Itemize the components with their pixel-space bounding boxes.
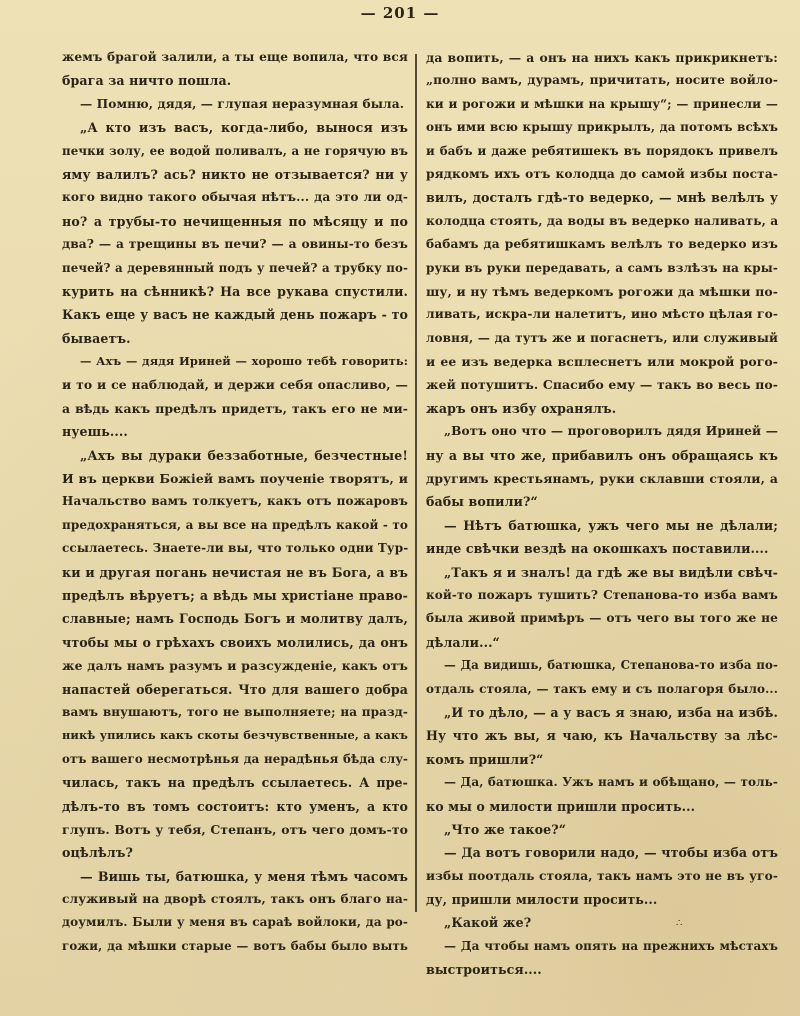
text-line: вамъ внушаютъ, того не выполняете; на празд- (62, 704, 408, 719)
text-line: служивый на дворѣ стоялъ, такъ онъ благо на- (62, 892, 408, 907)
text-line: — Да видишь, батюшка, Степанова-то изба по- (444, 658, 778, 673)
text-line: ко мы о милости пришли просить... (426, 798, 696, 814)
text-line: никѣ упились какъ скоты безчувственные, а какъ (62, 728, 408, 743)
text-line: — Помню, дядя, — глупая неразумная была. (80, 96, 405, 111)
text-line: ссылаетесь. Знаете-ли вы, что только одни Тур- (62, 541, 408, 556)
text-line: ну а вы что же, прибавилъ онъ обращаясь къ (426, 447, 778, 463)
text-line: колодца стоять, да воды въ ведерко наливать, а (426, 213, 778, 228)
text-line: другимъ крестьянамъ, руки склавши стояли, а (426, 471, 778, 487)
text-line: жаръ онъ избу охранялъ. (426, 400, 617, 416)
text-line: — Да вотъ говорили надо, — чтобы изба отъ (444, 845, 778, 861)
left-column (62, 46, 408, 958)
text-line: Ну что жъ вы, я чаю, къ Начальству за лѣс- (426, 728, 778, 744)
text-line: нуешь.... (62, 424, 128, 440)
text-line: кого видно такого обычая нѣтъ... да это ли од- (62, 190, 408, 205)
text-line: печки золу, ее водой поливалъ, а не горячую въ (62, 143, 408, 158)
text-line: жемъ брагой залили, а ты еще вопила, что вся (62, 50, 408, 64)
text-line: славные; намъ Господь Богъ и молитву далъ, (62, 611, 408, 627)
text-line: печей? а деревянный подъ у печей? а трубку по- (62, 260, 408, 275)
text-line: ки и другая погань нечистая не въ Бога, а въ (62, 564, 408, 580)
text-line: бываетъ. (62, 330, 131, 346)
text-line: да вопить, — а онъ на нихъ какъ прикрикнетъ: (426, 50, 778, 65)
text-line: избы поотдаль стояла, такъ намъ это не въ уго- (426, 868, 778, 883)
text-line: дѣлали...“ (426, 634, 500, 650)
text-line: „Такъ я и зналъ! да гдѣ же вы видѣли свѣч- (444, 564, 778, 580)
text-line: дѣлъ-то въ томъ состоитъ: кто уменъ, а кто (62, 798, 408, 814)
text-line: комъ пришли?“ (426, 751, 544, 767)
text-line: яму валилъ? ась? никто не отзывается? ни у (62, 166, 408, 182)
text-line: гожи, да мѣшки старые — вотъ бабы было выть (62, 938, 408, 953)
text-line: отъ вашего несмотрѣнья да нерадѣнья бѣда слу- (62, 751, 408, 766)
text-line: инде свѣчки вездѣ на окошкахъ поставили.... (426, 541, 769, 557)
text-line: жей потушитъ. Спасибо ему — такъ во весь по- (426, 377, 778, 393)
text-line: напастей оберегаться. Что для вашего добра (62, 681, 408, 697)
text-line: ду, пришли милости просить... (426, 892, 658, 908)
text-line: и бабъ и даже ребятишекъ въ порядокъ привелъ (426, 143, 778, 158)
text-line: Начальство вамъ толкуетъ, какъ отъ пожаровъ (62, 494, 408, 509)
text-line: оцѣлѣлъ? (62, 845, 134, 861)
text-line: чтобы мы о грѣхахъ своихъ молились, да онъ (62, 634, 408, 650)
text-line: вилъ, досталъ гдѣ-то ведерко, — мнѣ велѣлъ у (426, 190, 778, 206)
text-line: и ее изъ ведерка всплеснетъ или мокрой рого- (426, 354, 778, 370)
text-line: „Ахъ вы дураки беззаботные, безчестные! (80, 447, 408, 463)
text-line: чилась, такъ на предѣлъ ссылаетесь. А пре- (62, 775, 408, 791)
text-line: предѣлъ вѣруетъ; а вѣдь мы христiане право- (62, 587, 408, 603)
text-line: кой-то пожаръ тушить? Степанова-то изба вамъ (426, 587, 778, 602)
text-line: отдаль стояла, — такъ ему и съ полагоря было... (426, 681, 778, 696)
text-line: „И то дѣло, — а у васъ я знаю, изба на избѣ. (444, 704, 778, 720)
text-line: два? — а трещины въ печи? — а овины-то безъ (62, 237, 408, 252)
text-line: „Вотъ оно что — проговорилъ дядя Ириней — (444, 424, 778, 439)
text-line: „Какой же? (444, 915, 532, 931)
text-line: была живой примѣръ — отъ чего вы того же не (426, 611, 778, 626)
end-ornament: ∴ (676, 918, 683, 929)
text-line: но? а трубы-то нечищенныя по мѣсяцу и по (62, 213, 408, 229)
text-line: бабы вопили?“ (426, 494, 538, 510)
column-divider-rule (415, 54, 417, 912)
text-line: — Нѣтъ батюшка, ужъ чего мы не дѣлали; (444, 517, 778, 533)
text-line: а вѣдь какъ предѣлъ придетъ, такъ его не ми- (62, 400, 408, 416)
text-line: Какъ еще у васъ не каждый день пожаръ - то (62, 307, 408, 323)
text-line: — Да, батюшка. Ужъ намъ и обѣщано, — толь- (444, 775, 778, 790)
text-line: руки въ руки передавать, а самъ взлѣзъ на кры- (426, 260, 778, 275)
text-line: глупъ. Вотъ у тебя, Степанъ, отъ чего домъ-то (62, 821, 408, 837)
text-line: И въ церкви Божiей вамъ поученiе творятъ, и (62, 471, 408, 487)
text-line: брага за ничто пошла. (62, 73, 232, 89)
text-line: предохраняться, а вы все на предѣлъ какой - то (62, 517, 408, 532)
text-line: ливать, искра-ли налетитъ, ино мѣсто цѣлая го- (426, 307, 778, 322)
text-line: шу, и ну тѣмъ ведеркомъ рогожи да мѣшки по- (426, 283, 778, 299)
text-line: — Вишь ты, батюшка, у меня тѣмъ часомъ (80, 868, 408, 884)
page-number: — 201 — (360, 4, 440, 22)
text-line: ловня, — да тутъ же и погаснетъ, или служивый (426, 330, 778, 345)
text-line: и то и се наблюдай, и держи себя опасливо, — (62, 377, 408, 393)
text-line: — Да чтобы намъ опять на прежнихъ мѣстахъ (444, 938, 778, 953)
text-line: доумилъ. Были у меня въ сараѣ войлоки, да ро- (62, 915, 408, 930)
text-line: ки и рогожи и мѣшки на крышу“; — принесли — (426, 96, 778, 111)
text-line: — Ахъ — дядя Ириней — хорошо тебѣ говорить: (80, 354, 408, 369)
text-line: „Что же такое?“ (444, 821, 567, 837)
text-line: выстроиться.... (426, 962, 542, 978)
text-line: „А кто изъ васъ, когда-либо, вынося изъ (80, 120, 408, 136)
text-line: рядкомъ ихъ отъ колодца до самой избы поста- (426, 166, 778, 181)
text-line: бабамъ да ребятишкамъ велѣлъ то ведерко изъ (426, 237, 778, 252)
text-line: курить на сѣнникѣ? На все рукава спустили. (62, 283, 408, 299)
text-line: „полно вамъ, дурамъ, причитать, носите войло- (426, 73, 778, 88)
text-line: же далъ намъ разумъ и разсужденiе, какъ отъ (62, 658, 408, 674)
right-column (426, 46, 778, 982)
text-line: онъ ими всю крышу прикрылъ, да потомъ всѣхъ (426, 120, 778, 135)
